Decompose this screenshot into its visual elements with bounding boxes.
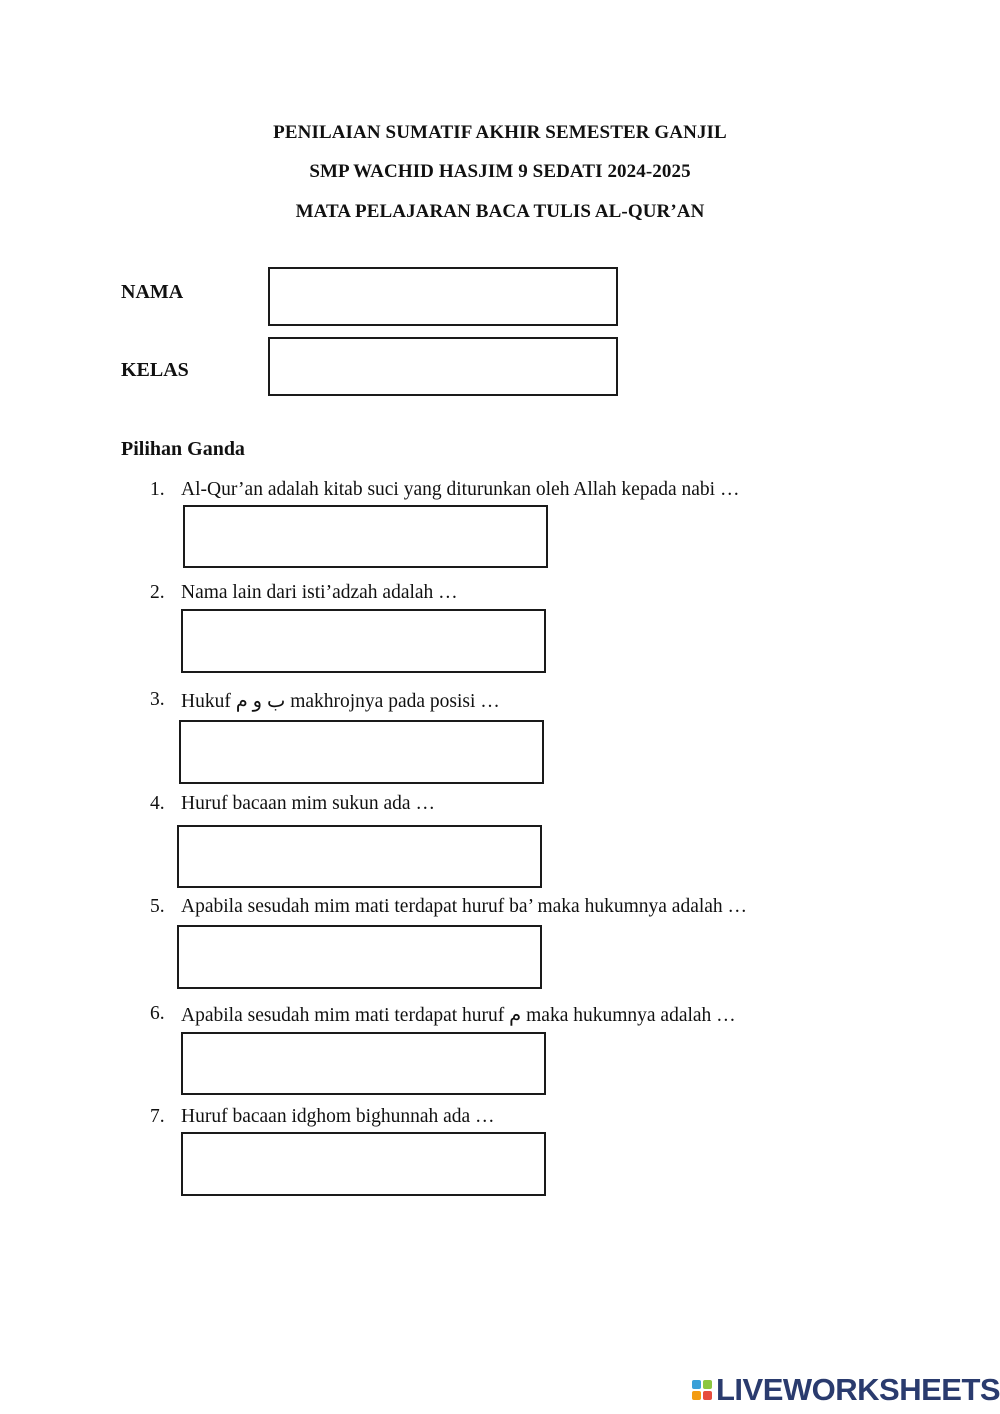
- class-input[interactable]: [268, 337, 618, 396]
- logo-square-2: [703, 1380, 712, 1389]
- logo-square-3: [692, 1391, 701, 1400]
- answer-6-input[interactable]: [181, 1032, 546, 1095]
- title-line-1: PENILAIAN SUMATIF AKHIR SEMESTER GANJIL: [273, 122, 727, 143]
- question-5-text: Apabila sesudah mim mati terdapat huruf ba’ maka hukumnya adalah …: [181, 896, 748, 917]
- question-4-number: 4.: [150, 793, 165, 814]
- title-line-3: MATA PELAJARAN BACA TULIS AL-QUR’AN: [295, 201, 705, 222]
- question-2-text: Nama lain dari isti’adzah adalah …: [181, 582, 458, 603]
- question-2-number: 2.: [150, 582, 165, 603]
- question-7-text: Huruf bacaan idghom bighunnah ada …: [181, 1106, 495, 1127]
- answer-7-input[interactable]: [181, 1132, 546, 1196]
- name-input[interactable]: [268, 267, 618, 326]
- title-line-2: SMP WACHID HASJIM 9 SEDATI 2024-2025: [309, 161, 691, 182]
- question-6-text: Apabila sesudah mim mati terdapat huruf م maka hukumnya adalah …: [181, 1005, 736, 1026]
- class-label: KELAS: [121, 359, 189, 381]
- logo-square-1: [692, 1380, 701, 1389]
- liveworksheets-logo-icon: [692, 1380, 712, 1400]
- answer-3-input[interactable]: [179, 720, 544, 784]
- answer-2-input[interactable]: [181, 609, 546, 673]
- liveworksheets-wordmark: LIVEWORKSHEETS: [716, 1372, 1000, 1407]
- question-6-number: 6.: [150, 1003, 165, 1024]
- logo-square-4: [703, 1391, 712, 1400]
- question-1-number: 1.: [150, 479, 165, 500]
- question-3-text: Hukuf ب و م makhrojnya pada posisi …: [181, 691, 500, 712]
- question-5-number: 5.: [150, 896, 165, 917]
- question-4-text: Huruf bacaan mim sukun ada …: [181, 793, 435, 814]
- question-7-number: 7.: [150, 1106, 165, 1127]
- section-title: Pilihan Ganda: [121, 438, 245, 460]
- name-label: NAMA: [121, 281, 184, 303]
- question-1-text: Al-Qur’an adalah kitab suci yang diturunkan oleh Allah kepada nabi …: [181, 479, 740, 500]
- question-3-number: 3.: [150, 689, 165, 710]
- liveworksheets-logo: [692, 1373, 1000, 1407]
- answer-5-input[interactable]: [177, 925, 542, 989]
- answer-1-input[interactable]: [183, 505, 548, 568]
- answer-4-input[interactable]: [177, 825, 542, 888]
